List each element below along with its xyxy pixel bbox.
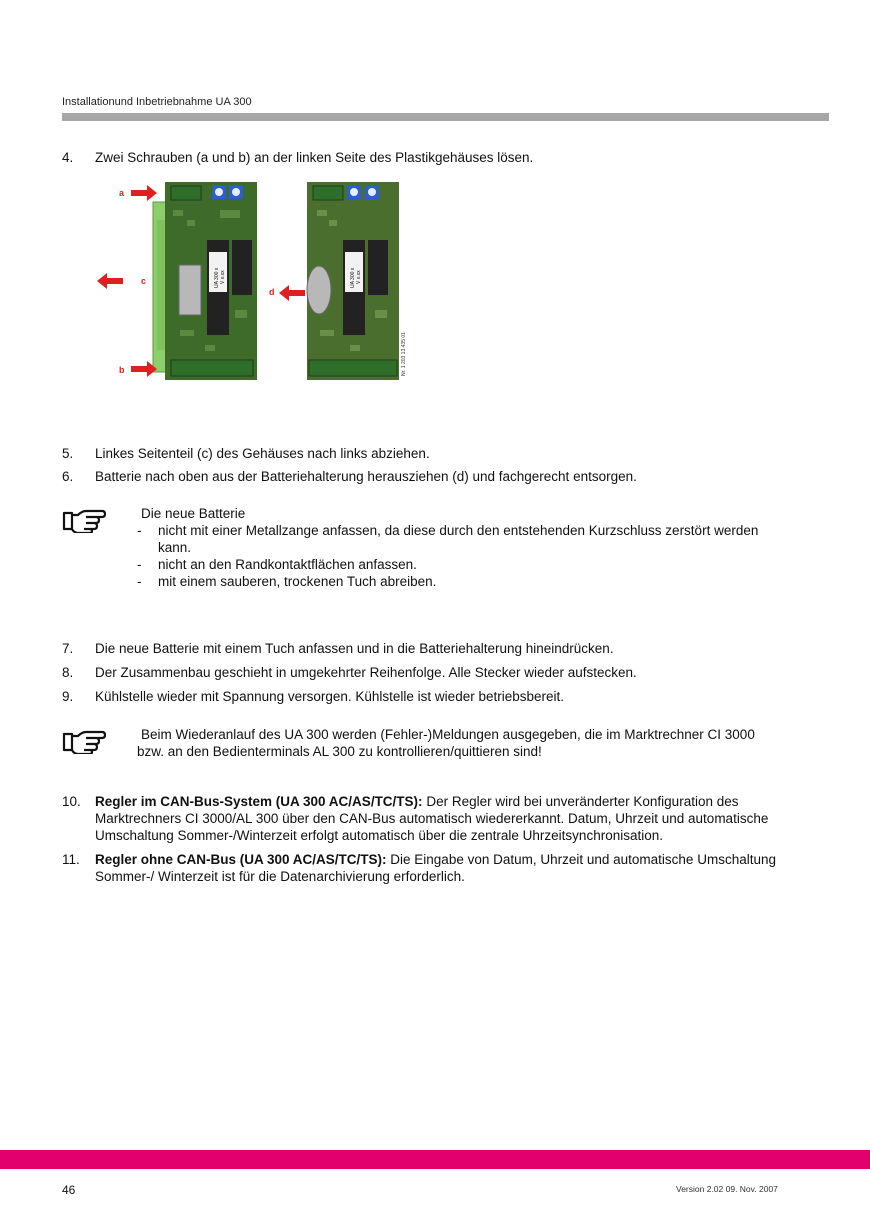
step-text: Kühlstelle wieder mit Spannung versorgen. Kühlstelle ist wieder betriebsbereit. [95,689,564,704]
page-number: 46 [62,1183,76,1197]
step-heading: Regler ohne CAN-Bus (UA 300 AC/AS/TC/TS): [95,852,387,867]
step-text: Linkes Seitenteil (c) des Gehäuses nach links abziehen. [95,446,430,461]
step-text: Der Zusammenbau geschieht in umgekehrter Reihenfolge. Alle Stecker wieder aufstecken. [95,665,637,680]
header-title: Installationund Inbetriebnahme UA 300 [62,96,252,108]
step-body: Der Regler wird bei unveränderter Konfiguration des Marktrechners CI 3000/AL 300 über den CAN-Bus automatisch wiedererkannt. Datum, Uhrzeit und automatische Umschaltung Sommer-/Winterzeit erfolgt automatisch über die zentrale Uhrzeitsynchronisation. [95,794,769,843]
step-body: Die Eingabe von Datum, Uhrzeit und automatische Umschaltung Sommer-/ Winterzeit ist für die Datenarchivierung erforderlich. [95,852,776,884]
chip-sublabel: V x.xx [220,270,226,284]
step-number: 8. [62,665,74,680]
figure-label-a: a [119,188,125,198]
note-bullet-text: nicht an den Randkontaktflächen anfassen. [158,557,417,572]
step-text [95,793,795,844]
step-text: Zwei Schrauben (a und b) an der linken Seite des Plastikgehäuses lösen. [95,150,534,165]
step-number: 6. [62,469,74,484]
step-number: 10. [62,794,81,809]
note-bullet-text: mit einem sauberen, trockenen Tuch abreiben. [158,574,437,589]
footer-bar [0,1150,870,1169]
step-number: 7. [62,641,74,656]
note-box [137,505,787,590]
pointing-hand-icon [62,507,106,533]
note-bullet-text: nicht mit einer Metallzange anfassen, da diese durch den entstehenden Kurzschluss zerstört werden kann. [158,523,759,555]
pointing-hand-icon [62,728,106,754]
step-text [95,851,795,885]
part-number: Nr. 1 203 13.435 01 [401,332,407,376]
step-number: 5. [62,446,74,461]
figure-label-c: c [141,276,147,286]
figure-label-b: b [119,365,125,375]
pcb-figure [95,180,415,385]
step-text: Die neue Batterie mit einem Tuch anfassen und in die Batteriehalterung hineindrücken. [95,641,614,656]
figure-label-d: d [269,287,275,297]
chip-label: UA 300 x [350,267,356,288]
step-text: Batterie nach oben aus der Batteriehalterung herausziehen (d) und fachgerecht entsorgen. [95,469,637,484]
step-number: 9. [62,689,74,704]
chip-label: UA 300 x [214,267,220,288]
step-number: 11. [62,852,80,867]
note-bullet: - mit einem sauberen, trockenen Tuch abreiben. [137,574,437,589]
note-bullet: - nicht an den Randkontaktflächen anfassen. [137,557,417,572]
chip-sublabel: V x.xx [356,270,362,284]
step-number: 4. [62,150,74,165]
header-rule [62,113,829,121]
note-bullet: - nicht mit einer Metallzange anfassen, da diese durch den entstehenden Kurzschluss zerstört werden kann. [137,523,759,555]
note-text: Beim Wiederanlauf des UA 300 werden (Fehler-)Meldungen ausgegeben, die im Marktrechner CI 3000 bzw. an den Bedienterminals AL 300 zu kontrollieren/quittieren sind! [137,727,755,759]
note-title: Die neue Batterie [141,506,246,521]
step-heading: Regler im CAN-Bus-System (UA 300 AC/AS/TC/TS): [95,794,423,809]
version-info: Version 2.02 09. Nov. 2007 [676,1184,778,1194]
